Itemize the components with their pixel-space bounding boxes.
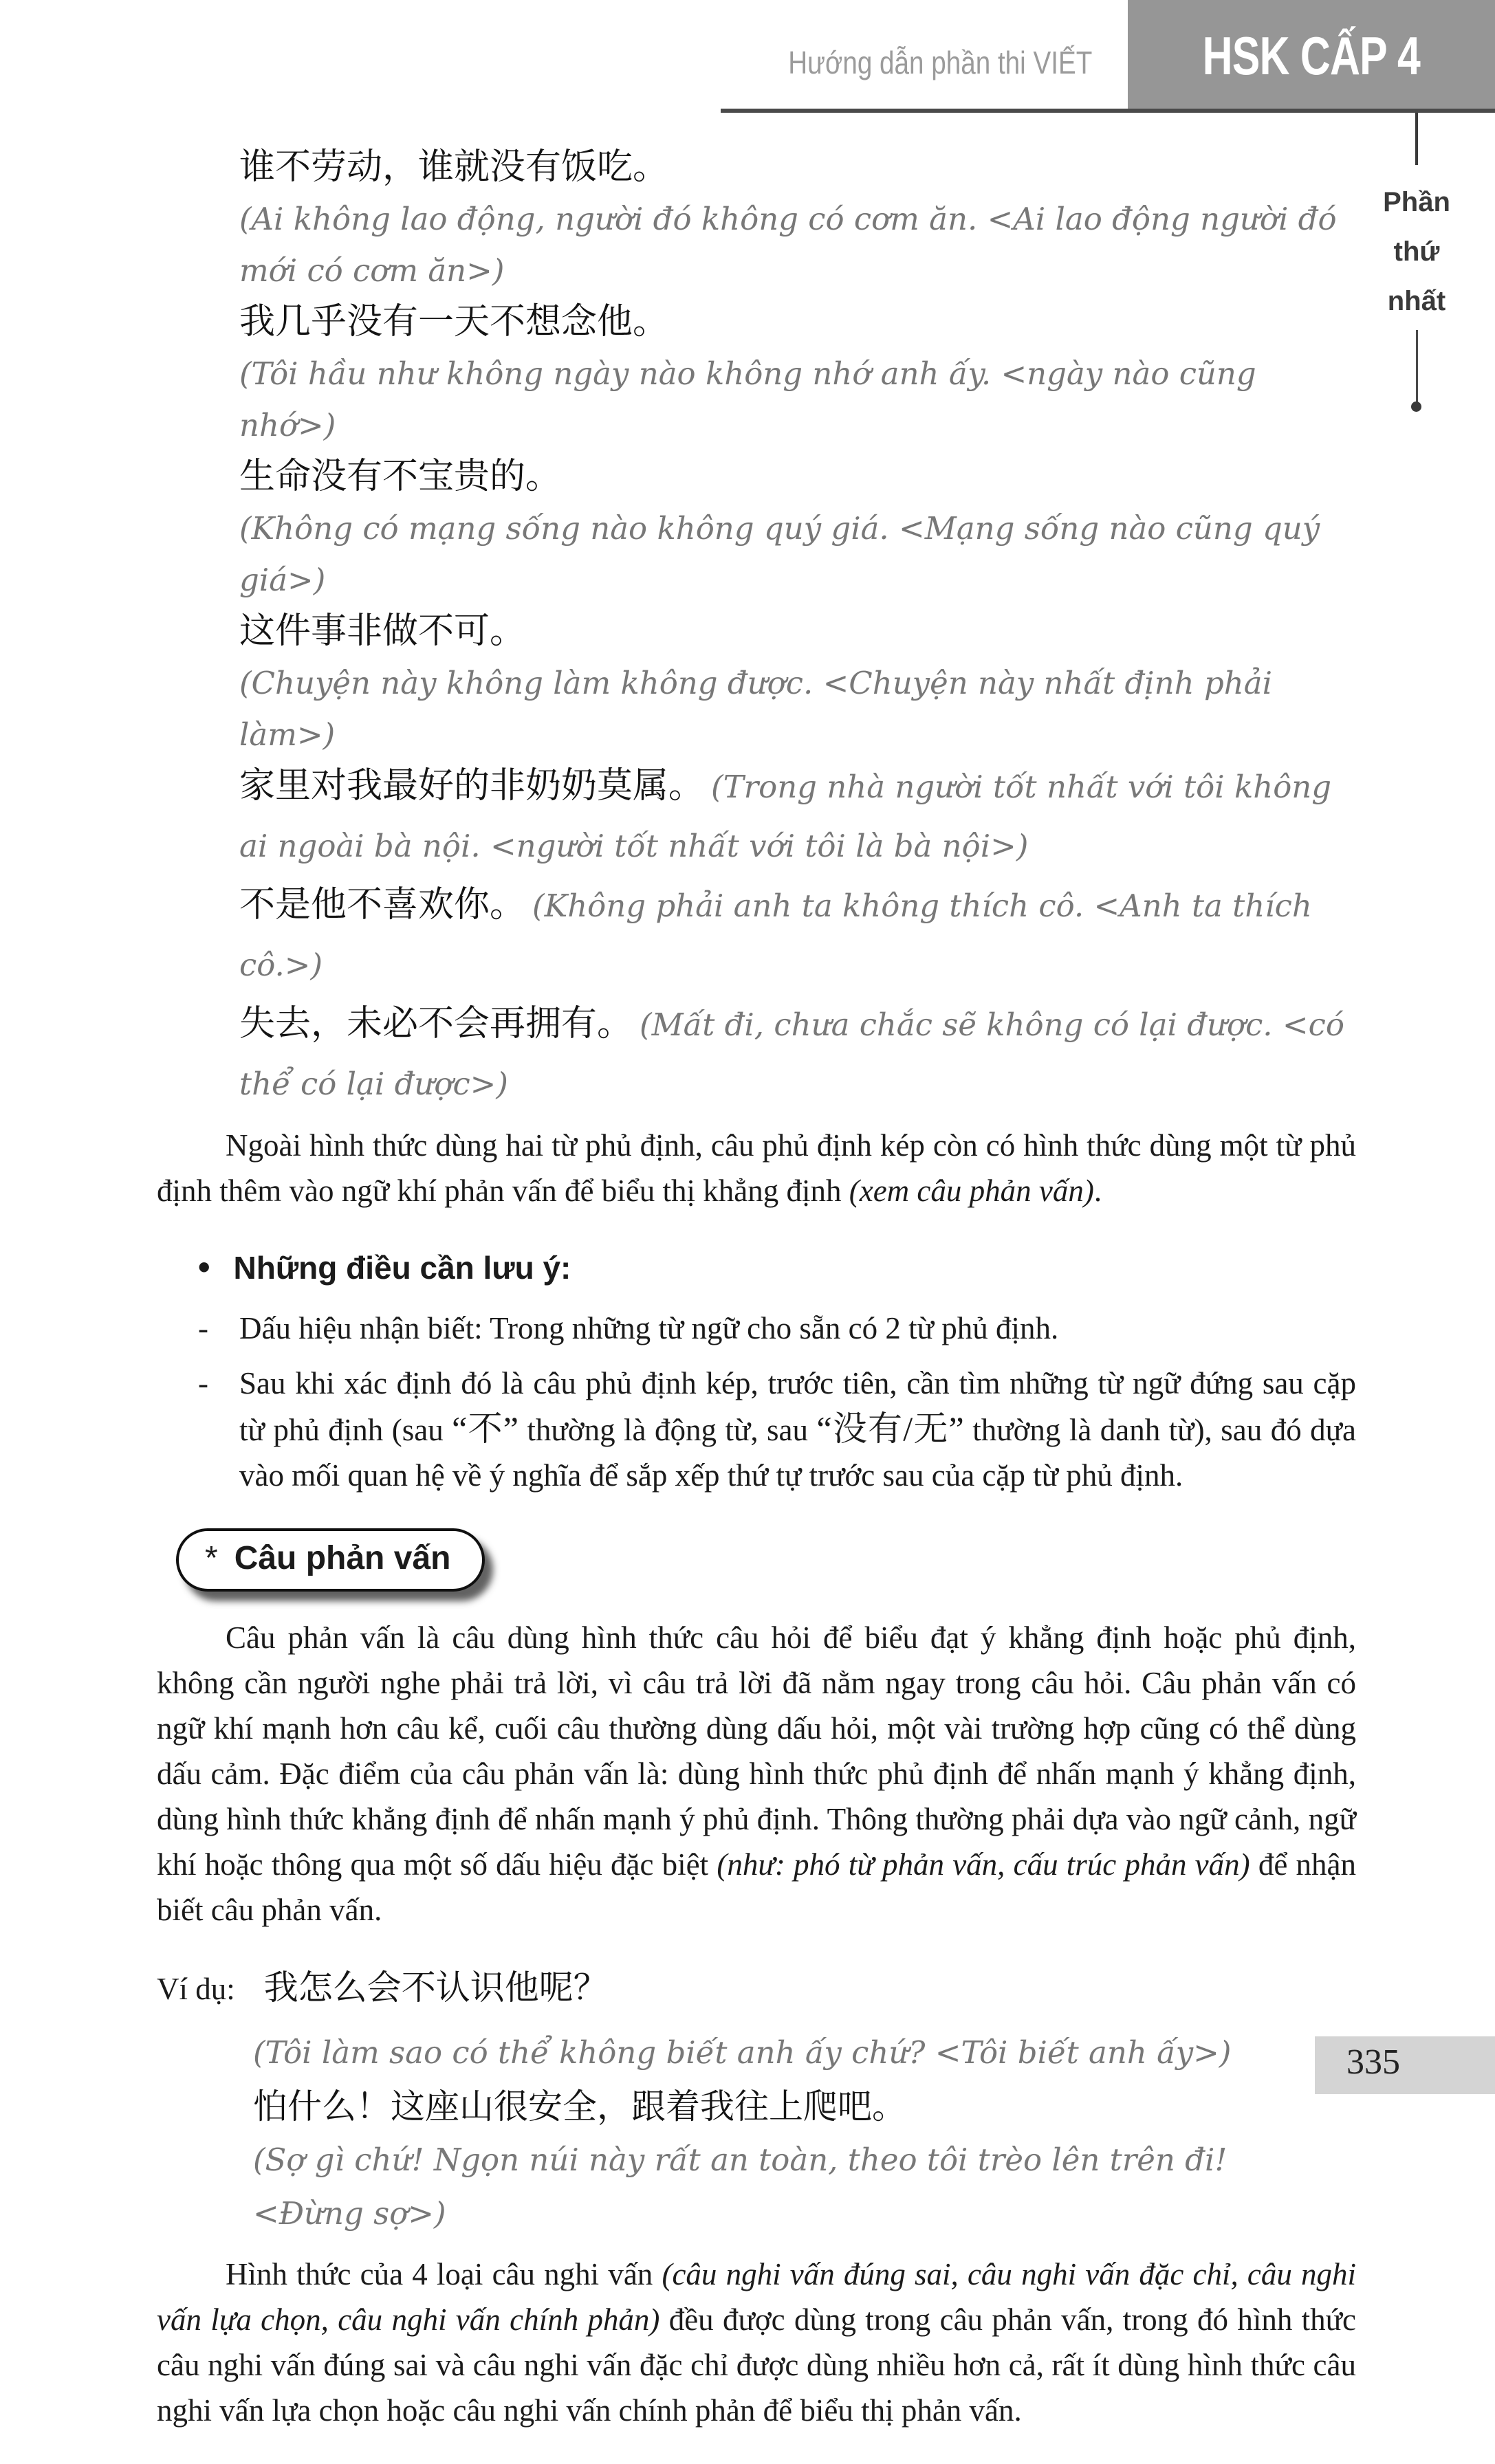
example-item <box>239 296 1356 451</box>
example-translation: (Sợ gì chứ! Ngọn núi này rất an toàn, theo tôi trèo lên trên đi! <Đừng sợ>) <box>253 2142 1227 2232</box>
note-text: thường là động từ, sau <box>518 1413 817 1447</box>
paragraph-italic-text: (xem câu phản vấn) <box>849 1174 1094 1208</box>
main-content <box>157 142 1356 2464</box>
example-item <box>239 451 1356 606</box>
paragraph-text: để nhận biết câu phản vấn. <box>157 1847 1356 1927</box>
example-label: Ví dụ: <box>157 1972 235 2006</box>
asterisk-icon: * <box>205 1540 218 1576</box>
example-label-row <box>157 1964 1356 2021</box>
bullet-icon: • <box>198 1248 210 1286</box>
paragraph-text: Hình thức của 4 loại câu nghi vấn <box>226 2257 662 2291</box>
paragraph-text: . <box>1093 1174 1102 1208</box>
dash-icon: - <box>198 1311 208 1345</box>
example-item <box>239 606 1356 760</box>
page-number-box <box>1315 2036 1495 2094</box>
example-translation: (Chuyện này không làm không được. <Chuyện này nhất định phải làm>) <box>239 665 1272 753</box>
header-rule <box>721 109 1495 113</box>
example-item <box>239 998 1356 1117</box>
example-chinese: 怕什么！这座山很安全，跟着我往上爬吧。 <box>253 2087 906 2126</box>
rhetorical-examples-list <box>253 2026 1274 2241</box>
paragraph-italic-text: (như: phó từ phản vấn, cấu trúc phản vấn) <box>717 1847 1250 1882</box>
chinese-term: “不” <box>452 1409 519 1448</box>
note-text: thường là danh từ), sau đó dựa vào mối quan hệ về ý nghĩa để sắp xếp thứ tự trước sau của cặp từ phủ định. <box>239 1413 1357 1493</box>
example-chinese: 家里对我最好的非奶奶莫属。 <box>239 767 705 806</box>
example-chinese: 不是他不喜欢你。 <box>239 886 526 925</box>
sidebar-dot-icon <box>1411 402 1421 412</box>
notes-heading-label: Những điều cần lưu ý: <box>233 1250 571 1286</box>
example-chinese: 我怎么会不认识他呢？ <box>263 1968 608 2007</box>
section-title: Câu phản vấn <box>234 1540 451 1576</box>
level-badge-text: HSK CẤP 4 <box>1202 25 1421 86</box>
note-item <box>157 1361 1356 1498</box>
negation-examples-list <box>239 142 1356 1117</box>
sidebar-word: Phần <box>1383 187 1450 217</box>
example-translation: (Trong nhà người tốt nhất với tôi không ai ngoài bà nội. <người tốt nhất với tôi là bà nội>) <box>239 769 1332 864</box>
sidebar-word: thứ <box>1393 236 1440 267</box>
paragraph-question-types <box>157 2252 1356 2433</box>
example-chinese: 谁不劳动，谁就没有饭吃。 <box>239 148 669 187</box>
sidebar-section-label <box>1362 177 1472 326</box>
paragraph-negation <box>157 1123 1356 1213</box>
chinese-term: “没有/无” <box>816 1409 964 1448</box>
example-chinese: 失去，未必不会再拥有。 <box>239 1004 633 1044</box>
paragraph-text: Ngoài hình thức dùng hai từ phủ định, câu phủ định kép còn có hình thức dùng một từ phủ định thêm vào ngữ khí phản vấn để biểu thị khẳng định <box>157 1128 1356 1208</box>
example-translation: (Không có mạng sống nào không quý giá. <Mạng sống nào cũng quý giá>) <box>239 510 1320 598</box>
example-chinese: 生命没有不宝贵的。 <box>239 457 562 496</box>
level-badge <box>1128 0 1495 111</box>
running-title: Hướng dẫn phần thi VIẾT <box>787 45 1092 80</box>
example-translation: (Tôi làm sao có thể không biết anh ấy chứ? <Tôi biết anh ấy>) <box>253 2034 1232 2071</box>
note-item <box>157 1306 1356 1351</box>
paragraph-text: đều được dùng trong câu phản vấn, trong đó hình thức câu nghi vấn đúng sai và câu nghi vấn đặc chỉ được dùng nhiều hơn cả, rất ít dùng hình thức câu nghi vấn lựa chọn hoặc câu nghi vấn chính phản để biểu thị phản vấn. <box>157 2302 1357 2428</box>
sidebar-connector-bottom <box>1416 330 1418 404</box>
notes-heading <box>198 1244 1356 1290</box>
example-item <box>239 879 1356 998</box>
section-header-row <box>176 1528 1356 1594</box>
note-item-text <box>239 1361 1356 1498</box>
dash-icon: - <box>198 1366 208 1400</box>
note-item-text: Dấu hiệu nhận biết: Trong những từ ngữ cho sẵn có 2 từ phủ định. <box>239 1311 1059 1345</box>
example-item <box>239 142 1356 296</box>
example-translation: (Không phải anh ta không thích cô. <Anh ta thích cô.>) <box>239 888 1312 983</box>
example-chinese: 我几乎没有一天不想念他。 <box>239 302 669 342</box>
example-translation: (Tôi hầu như không ngày nào không nhớ anh ấy. <ngày nào cũng nhớ>) <box>239 355 1256 443</box>
paragraph-rhetorical <box>157 1615 1356 1933</box>
example-item <box>239 760 1356 879</box>
sidebar-connector-top <box>1415 113 1418 165</box>
note-text: Sau khi xác định đó là câu phủ định kép, trước tiên, cần tìm những từ ngữ đứng sau cặp từ phủ định (sau <box>239 1366 1356 1447</box>
example-chinese: 这件事非做不可。 <box>239 612 526 651</box>
paragraph-italic-text: (câu nghi vấn đúng sai, câu nghi vấn đặc chỉ, câu nghi vấn lựa chọn, câu nghi vấn chính phản) <box>157 2257 1357 2337</box>
paragraph-text: Câu phản vấn là câu dùng hình thức câu hỏi để biểu đạt ý khẳng định hoặc phủ định, không cần người nghe phải trả lời, vì câu trả lời đã nằm ngay trong câu hỏi. Câu phản vấn có ngữ khí mạnh hơn câu kể, cuối câu thường dùng dấu hỏi, một vài trường hợp cũng có thể dùng dấu cảm. Đặc điểm của câu phản vấn là: dùng hình thức phủ định để nhấn mạnh ý khẳng định, dùng hình thức khẳng định để nhấn mạnh ý phủ định. Thông thường phải dựa vào ngữ cảnh, ngữ khí hoặc thông qua một số dấu hiệu đặc biệt <box>157 1620 1356 1882</box>
example-translation: (Mất đi, chưa chắc sẽ không có lại được. <có thể có lại được>) <box>239 1006 1344 1102</box>
example-translation: (Ai không lao động, người đó không có cơm ăn. <Ai lao động người đó mới có cơm ăn>) <box>239 201 1337 289</box>
section-badge <box>176 1528 485 1592</box>
page-number: 335 <box>1346 2043 1400 2082</box>
sidebar-word: nhất <box>1387 286 1446 316</box>
